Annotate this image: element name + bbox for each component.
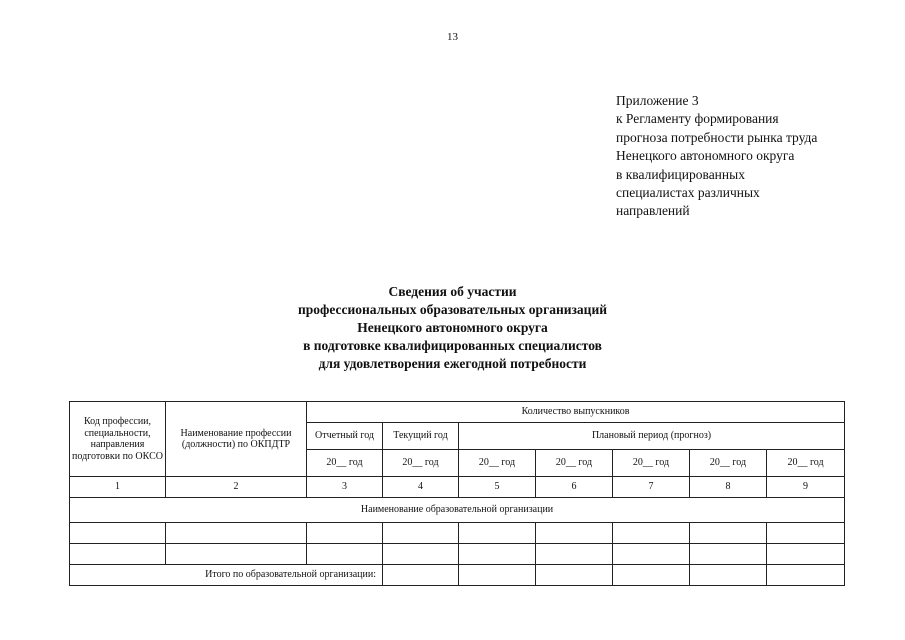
- title-line: Ненецкого автономного округа: [357, 320, 548, 335]
- table-cell: [613, 544, 690, 565]
- table-cell: [383, 523, 459, 544]
- table-cell: [613, 565, 690, 586]
- year-cell: 20__ год: [307, 450, 383, 477]
- column-number: 5: [459, 477, 536, 498]
- header-profession-name: Наименование профессии (должности) по ОКПДТР: [166, 402, 307, 477]
- table-cell: [459, 523, 536, 544]
- year-cell: 20__ год: [383, 450, 459, 477]
- table-cell: [767, 523, 845, 544]
- table-cell: [166, 523, 307, 544]
- header-graduates-count: Количество выпускников: [307, 402, 845, 423]
- graduates-table: [69, 401, 845, 586]
- header-profession-code: Код профессии, специальности, направления подготовки по ОКСО: [70, 402, 166, 477]
- column-number: 8: [690, 477, 767, 498]
- table-cell: [459, 565, 536, 586]
- column-number: 9: [767, 477, 845, 498]
- appendix-line: Ненецкого автономного округа: [616, 148, 795, 164]
- column-number: 3: [307, 477, 383, 498]
- table-cell: [767, 544, 845, 565]
- org-name-row: Наименование образовательной организации: [70, 498, 845, 523]
- org-total-label: Итого по образовательной организации:: [70, 565, 383, 586]
- appendix-line: прогноза потребности рынка труда: [616, 129, 818, 145]
- appendix-line: к Регламенту формирования: [616, 111, 779, 127]
- column-number: 2: [166, 477, 307, 498]
- column-number: 7: [613, 477, 690, 498]
- table-cell: [307, 544, 383, 565]
- title-line: в подготовке квалифицированных специалистов: [303, 338, 602, 353]
- appendix-line: специалистах различных: [616, 185, 760, 201]
- table-cell: [383, 544, 459, 565]
- year-cell: 20__ год: [536, 450, 613, 477]
- document-title: [0, 283, 905, 373]
- year-cell: 20__ год: [767, 450, 845, 477]
- table-cell: [613, 523, 690, 544]
- table-cell: [307, 523, 383, 544]
- header-reporting-year: Отчетный год: [307, 423, 383, 450]
- table-cell: [536, 523, 613, 544]
- title-line: для удовлетворения ежегодной потребности: [318, 356, 587, 371]
- table-row: [70, 523, 845, 544]
- table-cell: [459, 544, 536, 565]
- year-cell: 20__ год: [613, 450, 690, 477]
- appendix-note: [616, 92, 817, 221]
- table-cell: [690, 565, 767, 586]
- table-cell: [70, 544, 166, 565]
- appendix-line: в квалифицированных: [616, 166, 745, 182]
- page-number: 13: [447, 31, 458, 43]
- table-cell: [536, 565, 613, 586]
- header-planned-period: Плановый период (прогноз): [459, 423, 845, 450]
- table-cell: [690, 523, 767, 544]
- table-cell: [690, 544, 767, 565]
- header-current-year: Текущий год: [383, 423, 459, 450]
- column-number: 6: [536, 477, 613, 498]
- year-cell: 20__ год: [690, 450, 767, 477]
- table-cell: [166, 544, 307, 565]
- table-cell: [767, 565, 845, 586]
- title-line: профессиональных образовательных организаций: [297, 302, 608, 317]
- year-cell: 20__ год: [459, 450, 536, 477]
- table-cell: [536, 544, 613, 565]
- column-number: 1: [70, 477, 166, 498]
- appendix-line: направлений: [616, 203, 690, 219]
- title-line: Сведения об участии: [388, 284, 517, 299]
- appendix-line: Приложение 3: [616, 93, 699, 108]
- table-cell: [383, 565, 459, 586]
- table-cell: [70, 523, 166, 544]
- table-row: [70, 544, 845, 565]
- column-number: 4: [383, 477, 459, 498]
